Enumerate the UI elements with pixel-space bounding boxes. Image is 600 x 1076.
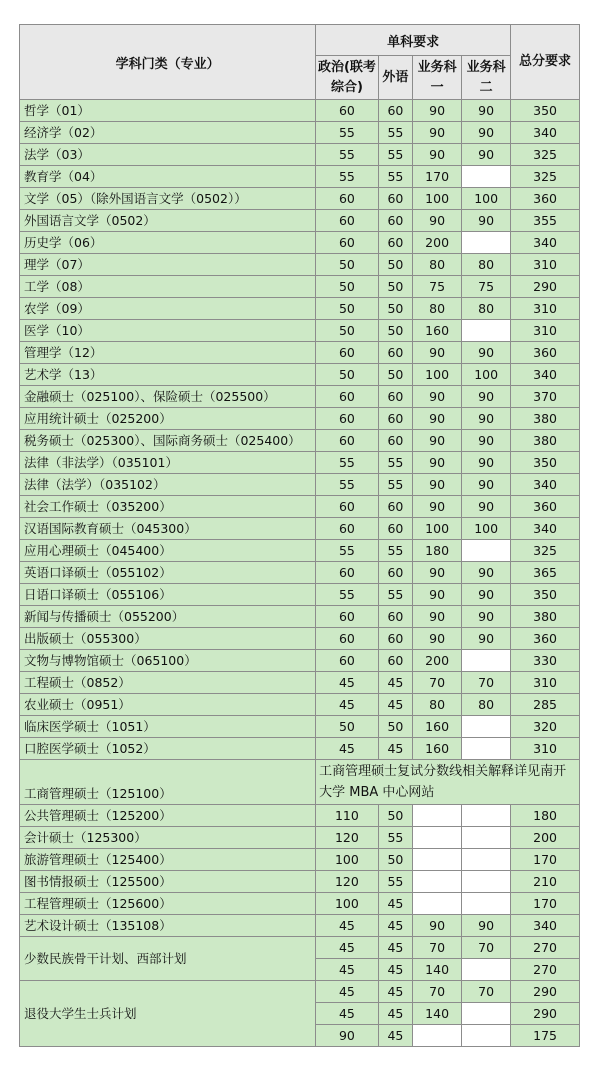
total-cell: 340 xyxy=(511,518,580,540)
discipline-cell: 应用统计硕士（025200） xyxy=(20,408,316,430)
subject2-cell: 90 xyxy=(462,430,511,452)
foreign-language-header: 外语 xyxy=(378,56,412,100)
table-row xyxy=(20,893,580,915)
subject1-cell: 100 xyxy=(413,518,462,540)
total-cell: 380 xyxy=(511,430,580,452)
foreign-language-cell: 50 xyxy=(378,276,412,298)
discipline-cell: 汉语国际教育硕士（045300） xyxy=(20,518,316,540)
subject2-cell: 90 xyxy=(462,408,511,430)
total-cell: 325 xyxy=(511,540,580,562)
discipline-cell: 社会工作硕士（035200） xyxy=(20,496,316,518)
total-cell: 170 xyxy=(511,893,580,915)
discipline-header: 学科门类（专业） xyxy=(20,25,316,100)
subject2-cell: 90 xyxy=(462,122,511,144)
politics-cell: 50 xyxy=(316,364,379,386)
politics-header: 政治(联考综合) xyxy=(316,56,379,100)
subject1-cell xyxy=(413,893,462,915)
discipline-cell: 临床医学硕士（1051） xyxy=(20,716,316,738)
politics-cell: 45 xyxy=(316,981,379,1003)
total-cell: 175 xyxy=(511,1025,580,1047)
subject2-cell: 90 xyxy=(462,386,511,408)
subject2-cell xyxy=(462,1003,511,1025)
total-cell: 310 xyxy=(511,738,580,760)
total-cell: 270 xyxy=(511,937,580,959)
foreign-language-cell: 55 xyxy=(378,871,412,893)
total-cell: 290 xyxy=(511,276,580,298)
table-row xyxy=(20,915,580,937)
subject2-cell xyxy=(462,166,511,188)
subject1-cell: 200 xyxy=(413,650,462,672)
politics-cell: 45 xyxy=(316,1003,379,1025)
politics-cell: 120 xyxy=(316,871,379,893)
subject2-cell: 90 xyxy=(462,915,511,937)
table-row xyxy=(20,760,580,805)
total-cell: 310 xyxy=(511,254,580,276)
subject1-cell xyxy=(413,1025,462,1047)
foreign-language-cell: 45 xyxy=(378,937,412,959)
foreign-language-cell: 45 xyxy=(378,959,412,981)
total-cell: 360 xyxy=(511,496,580,518)
subject1-cell: 100 xyxy=(413,188,462,210)
table-row xyxy=(20,342,580,364)
table-row xyxy=(20,254,580,276)
table-body xyxy=(20,100,580,1047)
politics-cell: 60 xyxy=(316,518,379,540)
subject2-cell: 80 xyxy=(462,694,511,716)
discipline-cell: 新闻与传播硕士（055200） xyxy=(20,606,316,628)
table-row xyxy=(20,232,580,254)
subject2-cell xyxy=(462,650,511,672)
subject2-cell xyxy=(462,871,511,893)
discipline-cell: 法学（03） xyxy=(20,144,316,166)
total-cell: 330 xyxy=(511,650,580,672)
table-row xyxy=(20,298,580,320)
table-row xyxy=(20,364,580,386)
politics-cell: 50 xyxy=(316,254,379,276)
politics-cell: 60 xyxy=(316,210,379,232)
total-cell: 365 xyxy=(511,562,580,584)
subject1-cell: 90 xyxy=(413,100,462,122)
subject1-cell xyxy=(413,871,462,893)
subject2-cell: 90 xyxy=(462,474,511,496)
total-cell: 340 xyxy=(511,122,580,144)
table-row xyxy=(20,805,580,827)
politics-cell: 60 xyxy=(316,232,379,254)
politics-cell: 50 xyxy=(316,298,379,320)
table-row xyxy=(20,849,580,871)
foreign-language-cell: 45 xyxy=(378,981,412,1003)
subject1-cell: 200 xyxy=(413,232,462,254)
foreign-language-cell: 60 xyxy=(378,100,412,122)
politics-cell: 45 xyxy=(316,672,379,694)
foreign-language-cell: 55 xyxy=(378,827,412,849)
discipline-cell: 公共管理硕士（125200） xyxy=(20,805,316,827)
foreign-language-cell: 55 xyxy=(378,474,412,496)
total-cell: 310 xyxy=(511,320,580,342)
foreign-language-cell: 50 xyxy=(378,364,412,386)
subject2-cell xyxy=(462,716,511,738)
total-cell: 170 xyxy=(511,849,580,871)
total-cell: 340 xyxy=(511,232,580,254)
politics-cell: 100 xyxy=(316,893,379,915)
subject1-cell: 160 xyxy=(413,320,462,342)
subject1-cell: 90 xyxy=(413,606,462,628)
politics-cell: 45 xyxy=(316,694,379,716)
foreign-language-cell: 50 xyxy=(378,320,412,342)
subject2-cell: 90 xyxy=(462,342,511,364)
table-row xyxy=(20,716,580,738)
politics-cell: 55 xyxy=(316,122,379,144)
subject1-cell: 90 xyxy=(413,452,462,474)
subject2-cell: 100 xyxy=(462,188,511,210)
politics-cell: 50 xyxy=(316,320,379,342)
subject2-cell: 70 xyxy=(462,981,511,1003)
foreign-language-cell: 50 xyxy=(378,254,412,276)
subject1-cell: 140 xyxy=(413,959,462,981)
total-cell: 340 xyxy=(511,364,580,386)
table-row xyxy=(20,474,580,496)
foreign-language-cell: 60 xyxy=(378,342,412,364)
total-cell: 350 xyxy=(511,100,580,122)
table-row xyxy=(20,452,580,474)
subject2-cell xyxy=(462,805,511,827)
table-row xyxy=(20,650,580,672)
table-row xyxy=(20,827,580,849)
subject2-cell: 90 xyxy=(462,562,511,584)
table-row xyxy=(20,694,580,716)
subject2-cell: 70 xyxy=(462,672,511,694)
subject1-cell: 70 xyxy=(413,937,462,959)
politics-cell: 60 xyxy=(316,628,379,650)
score-requirements-sheet xyxy=(19,24,580,1047)
table-row xyxy=(20,430,580,452)
politics-cell: 55 xyxy=(316,584,379,606)
discipline-cell: 法律（非法学）（035101） xyxy=(20,452,316,474)
total-cell: 310 xyxy=(511,298,580,320)
discipline-cell: 哲学（01） xyxy=(20,100,316,122)
table-row xyxy=(20,628,580,650)
politics-cell: 120 xyxy=(316,827,379,849)
foreign-language-cell: 55 xyxy=(378,144,412,166)
total-cell: 350 xyxy=(511,452,580,474)
total-header: 总分要求 xyxy=(511,25,580,100)
total-cell: 360 xyxy=(511,188,580,210)
foreign-language-cell: 55 xyxy=(378,122,412,144)
total-cell: 355 xyxy=(511,210,580,232)
politics-cell: 45 xyxy=(316,738,379,760)
table-row xyxy=(20,408,580,430)
politics-cell: 60 xyxy=(316,562,379,584)
table-row xyxy=(20,276,580,298)
politics-cell: 60 xyxy=(316,386,379,408)
foreign-language-cell: 60 xyxy=(378,210,412,232)
politics-cell: 100 xyxy=(316,849,379,871)
foreign-language-cell: 60 xyxy=(378,606,412,628)
discipline-cell: 艺术设计硕士（135108） xyxy=(20,915,316,937)
table-row xyxy=(20,188,580,210)
discipline-cell: 税务硕士（025300）、国际商务硕士（025400） xyxy=(20,430,316,452)
total-cell: 360 xyxy=(511,628,580,650)
foreign-language-cell: 60 xyxy=(378,408,412,430)
discipline-cell: 文学（05）（除外国语言文学（0502）） xyxy=(20,188,316,210)
subject1-cell: 90 xyxy=(413,474,462,496)
foreign-language-cell: 50 xyxy=(378,849,412,871)
subject1-header: 业务科一 xyxy=(413,56,462,100)
score-table xyxy=(19,24,580,1047)
discipline-cell: 口腔医学硕士（1052） xyxy=(20,738,316,760)
politics-cell: 45 xyxy=(316,937,379,959)
single-subject-header: 单科要求 xyxy=(316,25,511,56)
subject1-cell: 90 xyxy=(413,144,462,166)
table-header xyxy=(20,25,580,100)
foreign-language-cell: 55 xyxy=(378,540,412,562)
total-cell: 340 xyxy=(511,474,580,496)
subject1-cell: 80 xyxy=(413,298,462,320)
total-cell: 180 xyxy=(511,805,580,827)
subject1-cell xyxy=(413,827,462,849)
politics-cell: 60 xyxy=(316,606,379,628)
foreign-language-cell: 55 xyxy=(378,584,412,606)
subject1-cell: 80 xyxy=(413,254,462,276)
politics-cell: 50 xyxy=(316,716,379,738)
subject1-cell: 140 xyxy=(413,1003,462,1025)
total-cell: 370 xyxy=(511,386,580,408)
politics-cell: 60 xyxy=(316,650,379,672)
politics-cell: 60 xyxy=(316,430,379,452)
discipline-cell: 旅游管理硕士（125400） xyxy=(20,849,316,871)
subject1-cell: 170 xyxy=(413,166,462,188)
subject2-cell: 90 xyxy=(462,584,511,606)
subject1-cell: 100 xyxy=(413,364,462,386)
discipline-cell: 日语口译硕士（055106） xyxy=(20,584,316,606)
discipline-cell: 金融硕士（025100）、保险硕士（025500） xyxy=(20,386,316,408)
politics-cell: 55 xyxy=(316,166,379,188)
politics-cell: 55 xyxy=(316,452,379,474)
subject2-cell: 90 xyxy=(462,100,511,122)
discipline-cell: 医学（10） xyxy=(20,320,316,342)
table-row xyxy=(20,166,580,188)
discipline-cell: 艺术学（13） xyxy=(20,364,316,386)
table-row xyxy=(20,100,580,122)
foreign-language-cell: 60 xyxy=(378,650,412,672)
subject1-cell: 70 xyxy=(413,672,462,694)
politics-cell: 45 xyxy=(316,915,379,937)
politics-cell: 55 xyxy=(316,540,379,562)
subject2-cell xyxy=(462,893,511,915)
total-cell: 290 xyxy=(511,1003,580,1025)
discipline-cell: 图书情报硕士（125500） xyxy=(20,871,316,893)
foreign-language-cell: 55 xyxy=(378,452,412,474)
table-row xyxy=(20,122,580,144)
subject1-cell: 75 xyxy=(413,276,462,298)
foreign-language-cell: 50 xyxy=(378,805,412,827)
foreign-language-cell: 45 xyxy=(378,738,412,760)
discipline-cell: 农业硕士（0951） xyxy=(20,694,316,716)
foreign-language-cell: 45 xyxy=(378,915,412,937)
politics-cell: 60 xyxy=(316,496,379,518)
discipline-cell: 会计硕士（125300） xyxy=(20,827,316,849)
subject1-cell xyxy=(413,849,462,871)
politics-cell: 60 xyxy=(316,188,379,210)
subject1-cell: 160 xyxy=(413,716,462,738)
discipline-cell: 工商管理硕士（125100） xyxy=(20,760,316,805)
discipline-cell: 法律（法学）（035102） xyxy=(20,474,316,496)
discipline-cell: 工程管理硕士（125600） xyxy=(20,893,316,915)
foreign-language-cell: 60 xyxy=(378,628,412,650)
discipline-cell: 理学（07） xyxy=(20,254,316,276)
foreign-language-cell: 45 xyxy=(378,1025,412,1047)
table-row xyxy=(20,606,580,628)
subject1-cell: 90 xyxy=(413,430,462,452)
discipline-cell: 退役大学生士兵计划 xyxy=(20,981,316,1047)
table-row xyxy=(20,320,580,342)
total-cell: 350 xyxy=(511,584,580,606)
subject2-cell: 100 xyxy=(462,518,511,540)
foreign-language-cell: 50 xyxy=(378,716,412,738)
table-row xyxy=(20,210,580,232)
total-cell: 325 xyxy=(511,144,580,166)
discipline-cell: 工程硕士（0852） xyxy=(20,672,316,694)
mba-note-cell: 工商管理硕士复试分数线相关解释详见南开大学 MBA 中心网站 xyxy=(316,760,580,805)
subject1-cell: 90 xyxy=(413,386,462,408)
politics-cell: 45 xyxy=(316,959,379,981)
total-cell: 325 xyxy=(511,166,580,188)
politics-cell: 60 xyxy=(316,408,379,430)
subject2-cell: 90 xyxy=(462,144,511,166)
total-cell: 270 xyxy=(511,959,580,981)
table-row xyxy=(20,144,580,166)
subject1-cell: 160 xyxy=(413,738,462,760)
subject2-cell: 80 xyxy=(462,254,511,276)
foreign-language-cell: 60 xyxy=(378,562,412,584)
subject2-cell: 90 xyxy=(462,606,511,628)
table-row xyxy=(20,584,580,606)
subject2-cell: 100 xyxy=(462,364,511,386)
table-row xyxy=(20,937,580,959)
total-cell: 380 xyxy=(511,408,580,430)
discipline-cell: 管理学（12） xyxy=(20,342,316,364)
subject2-cell: 70 xyxy=(462,937,511,959)
subject1-cell: 90 xyxy=(413,915,462,937)
table-row xyxy=(20,871,580,893)
total-cell: 360 xyxy=(511,342,580,364)
discipline-cell: 历史学（06） xyxy=(20,232,316,254)
subject2-cell: 80 xyxy=(462,298,511,320)
foreign-language-cell: 50 xyxy=(378,298,412,320)
table-row xyxy=(20,540,580,562)
subject1-cell xyxy=(413,805,462,827)
discipline-cell: 工学（08） xyxy=(20,276,316,298)
politics-cell: 60 xyxy=(316,342,379,364)
foreign-language-cell: 45 xyxy=(378,893,412,915)
subject2-cell xyxy=(462,827,511,849)
table-row xyxy=(20,981,580,1003)
subject2-cell: 90 xyxy=(462,496,511,518)
foreign-language-cell: 45 xyxy=(378,694,412,716)
subject1-cell: 90 xyxy=(413,408,462,430)
discipline-cell: 英语口译硕士（055102） xyxy=(20,562,316,584)
discipline-cell: 少数民族骨干计划、西部计划 xyxy=(20,937,316,981)
politics-cell: 110 xyxy=(316,805,379,827)
total-cell: 320 xyxy=(511,716,580,738)
total-cell: 310 xyxy=(511,672,580,694)
politics-cell: 55 xyxy=(316,144,379,166)
politics-cell: 60 xyxy=(316,100,379,122)
subject2-cell xyxy=(462,738,511,760)
total-cell: 340 xyxy=(511,915,580,937)
foreign-language-cell: 45 xyxy=(378,672,412,694)
total-cell: 290 xyxy=(511,981,580,1003)
foreign-language-cell: 60 xyxy=(378,188,412,210)
discipline-cell: 经济学（02） xyxy=(20,122,316,144)
subject2-cell xyxy=(462,540,511,562)
total-cell: 380 xyxy=(511,606,580,628)
subject2-header: 业务科二 xyxy=(462,56,511,100)
subject1-cell: 90 xyxy=(413,562,462,584)
foreign-language-cell: 60 xyxy=(378,232,412,254)
subject2-cell: 90 xyxy=(462,628,511,650)
subject1-cell: 90 xyxy=(413,210,462,232)
subject1-cell: 90 xyxy=(413,496,462,518)
foreign-language-cell: 45 xyxy=(378,1003,412,1025)
subject1-cell: 90 xyxy=(413,342,462,364)
subject2-cell: 90 xyxy=(462,210,511,232)
subject1-cell: 90 xyxy=(413,628,462,650)
discipline-cell: 农学（09） xyxy=(20,298,316,320)
subject2-cell xyxy=(462,232,511,254)
total-cell: 210 xyxy=(511,871,580,893)
politics-cell: 50 xyxy=(316,276,379,298)
subject2-cell xyxy=(462,959,511,981)
foreign-language-cell: 55 xyxy=(378,166,412,188)
table-row xyxy=(20,672,580,694)
foreign-language-cell: 60 xyxy=(378,386,412,408)
discipline-cell: 外国语言文学（0502） xyxy=(20,210,316,232)
subject2-cell xyxy=(462,1025,511,1047)
foreign-language-cell: 60 xyxy=(378,496,412,518)
foreign-language-cell: 60 xyxy=(378,518,412,540)
table-row xyxy=(20,386,580,408)
politics-cell: 55 xyxy=(316,474,379,496)
subject2-cell xyxy=(462,849,511,871)
subject1-cell: 70 xyxy=(413,981,462,1003)
table-row xyxy=(20,562,580,584)
politics-cell: 90 xyxy=(316,1025,379,1047)
subject1-cell: 90 xyxy=(413,122,462,144)
subject1-cell: 80 xyxy=(413,694,462,716)
discipline-cell: 文物与博物馆硕士（065100） xyxy=(20,650,316,672)
discipline-cell: 出版硕士（055300） xyxy=(20,628,316,650)
subject1-cell: 180 xyxy=(413,540,462,562)
subject2-cell: 90 xyxy=(462,452,511,474)
total-cell: 200 xyxy=(511,827,580,849)
subject2-cell xyxy=(462,320,511,342)
discipline-cell: 应用心理硕士（045400） xyxy=(20,540,316,562)
total-cell: 285 xyxy=(511,694,580,716)
table-row xyxy=(20,518,580,540)
table-row xyxy=(20,496,580,518)
discipline-cell: 教育学（04） xyxy=(20,166,316,188)
table-row xyxy=(20,738,580,760)
subject2-cell: 75 xyxy=(462,276,511,298)
subject1-cell: 90 xyxy=(413,584,462,606)
foreign-language-cell: 60 xyxy=(378,430,412,452)
